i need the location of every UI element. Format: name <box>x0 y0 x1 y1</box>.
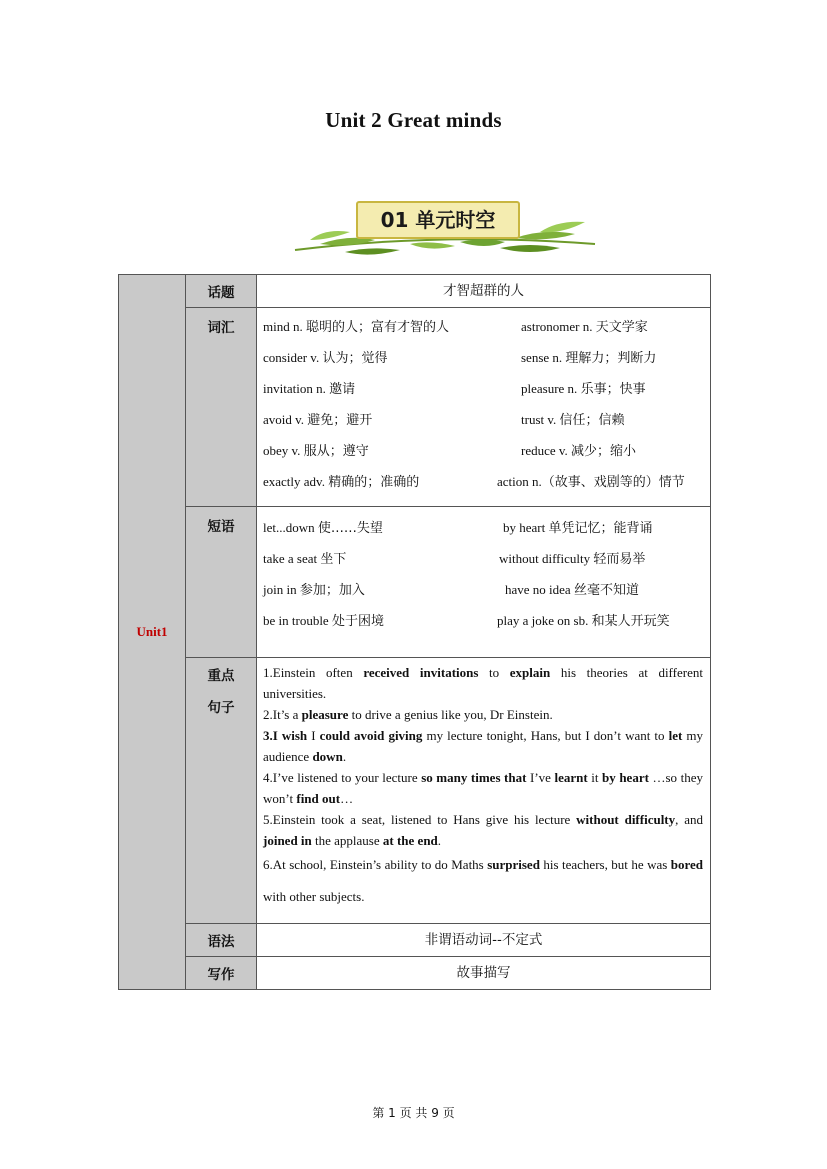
sentence-3: 3.I wish I could avoid giving my lecture tonight, Hans, but I don’t want to let my audience down. <box>263 728 703 764</box>
table-row-topic <box>119 275 711 308</box>
topic-value: 才智超群的人 <box>443 283 524 299</box>
row-label-writing: 写作 <box>186 957 257 990</box>
table-row-phrases <box>119 507 711 658</box>
row-label-grammar: 语法 <box>186 924 257 957</box>
phrase-item: take a seat 坐下 without difficulty 轻而易举 <box>263 551 646 567</box>
phrase-item: let...down 使……失望 by heart 单凭记忆；能背诵 <box>263 520 653 536</box>
row-label-sentences-line2: 句子 <box>207 700 235 716</box>
vocab-item: exactly adv. 精确的；准确的 action n.（故事、戏剧等的）情节 <box>263 474 685 490</box>
sentence-1: 1.Einstein often received invitations to explain his theories at different universities. <box>263 665 703 701</box>
row-label-phrases: 短语 <box>186 507 257 658</box>
vocab-item: mind n. 聪明的人；富有才智的人 astronomer n. 天文学家 <box>263 319 648 335</box>
table-row-vocab <box>119 308 711 507</box>
unit-label: Unit1 <box>119 275 186 990</box>
writing-value: 故事描写 <box>456 965 511 981</box>
sentence-4: 4.I’ve listened to your lecture so many times that I’ve learnt it by heart …so they won’t find out… <box>263 770 703 806</box>
section-badge-label: 01 单元时空 <box>356 201 520 239</box>
unit-overview-table <box>118 274 711 990</box>
sentence-2: 2.It’s a pleasure to drive a genius like you, Dr Einstein. <box>263 707 553 722</box>
table-row-writing <box>119 957 711 990</box>
phrase-item: be in trouble 处于困境 play a joke on sb. 和某人开玩笑 <box>263 613 670 629</box>
row-label-topic: 话题 <box>186 275 257 308</box>
sentence-6: 6.At school, Einstein’s ability to do Maths surprised his teachers, but he was bored with other subjects. <box>263 857 704 904</box>
page-title: Unit 2 Great minds <box>325 108 502 132</box>
vocab-item: obey v. 服从；遵守 reduce v. 减少；缩小 <box>263 443 637 459</box>
row-label-sentences-line1: 重点 <box>207 668 235 684</box>
page-footer: 第 1 页 共 9 页 <box>372 1106 455 1120</box>
grammar-value: 非谓语动词--不定式 <box>424 932 543 948</box>
vocab-item: consider v. 认为；觉得 sense n. 理解力；判断力 <box>263 350 657 366</box>
key-sentences <box>257 658 710 923</box>
table-row-sentences <box>119 658 711 924</box>
vocab-item: invitation n. 邀请 pleasure n. 乐事；快事 <box>263 381 646 397</box>
row-label-vocab: 词汇 <box>186 308 257 507</box>
phrase-item: join in 参加；加入 have no idea 丝毫不知道 <box>263 582 639 598</box>
section-badge <box>290 192 600 270</box>
sentence-5: 5.Einstein took a seat, listened to Hans give his lecture without difficulty, and joined in the applause at the end. <box>263 812 703 848</box>
vocab-item: avoid v. 避免；避开 trust v. 信任；信赖 <box>263 412 625 428</box>
table-row-grammar <box>119 924 711 957</box>
